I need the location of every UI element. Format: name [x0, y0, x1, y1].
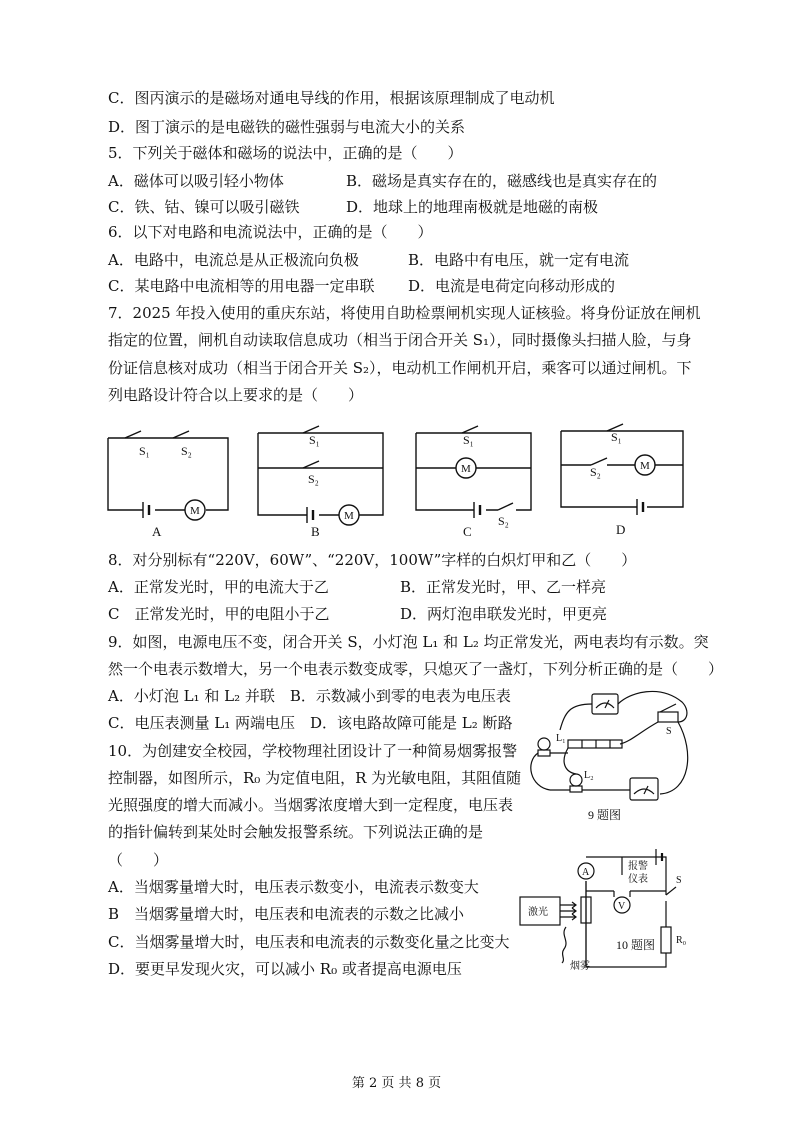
q7-circuit-diagrams [95, 415, 695, 540]
q10-option-d: D．要更早发现火灾，可以减小 R₀ 或者提高电源电压 [108, 960, 462, 978]
fig10-ammeter-label: A [582, 867, 590, 878]
circuit-c-s1-label: S₁ [463, 433, 474, 447]
fig10-switch-label: S [676, 875, 682, 886]
fig9-caption: 9 题图 [588, 808, 622, 822]
q10-stem-line-2: 控制器，如图所示，R₀ 为定值电阻，R 为光敏电阻，其阻值随 [108, 769, 522, 787]
page-footer: 第 2 页 共 8 页 [351, 1076, 442, 1091]
fig10-voltmeter-label: V [618, 901, 626, 912]
q9-options-cd: C．电压表测量 L₁ 两端电压 D．该电路故障可能是 L₂ 断路 [108, 714, 513, 732]
q4-option-d: D．图丁演示的是电磁铁的磁性强弱与电流大小的关系 [108, 118, 466, 136]
circuit-d [561, 424, 683, 515]
q10-option-c: C．当烟雾量增大时，电压表和电流表的示数变化量之比变大 [108, 933, 510, 951]
fig10-alarm-label-1: 报警 [628, 861, 648, 872]
q5-option-d: D．地球上的地理南极就是地磁的南极 [346, 198, 599, 216]
fig9-l2-label: L₂ [584, 770, 594, 781]
q10-option-b: B 当烟雾量增大时，电压表和电流表的示数之比减小 [108, 905, 465, 923]
q9-options-ab: A．小灯泡 L₁ 和 L₂ 并联 B．示数减小到零的电表为电压表 [108, 687, 511, 705]
q4-option-c: C．图丙演示的是磁场对通电导线的作用，根据该原理制成了电动机 [108, 89, 555, 107]
q7-stem-line-1: 7．2025 年投入使用的重庆东站，将使用自助检票闸机实现人证核验。将身份证放在闸机 [108, 304, 701, 322]
q7-stem-line-4: 列电路设计符合以上要求的是（ ） [108, 386, 364, 404]
circuit-d-s1-label: S₁ [611, 430, 622, 444]
q5-stem: 5．下列关于磁体和磁场的说法中，正确的是（ ） [108, 144, 463, 162]
q9-stem-line-1: 9．如图，电源电压不变，闭合开关 S，小灯泡 L₁ 和 L₂ 均正常发光，两电表均有示数。突 [108, 633, 709, 651]
circuit-a-motor-label: M [190, 505, 200, 517]
fig9-switch-label: S [666, 726, 672, 737]
fig10-smoke-label: 烟雾 [570, 961, 590, 972]
q8-option-c: C 正常发光时，甲的电阻小于乙 [108, 605, 330, 623]
q10-figure [516, 845, 706, 975]
q6-option-c: C．某电路中电流相等的用电器一定串联 [108, 277, 375, 295]
q8-option-d: D．两灯泡串联发光时，甲更亮 [400, 605, 608, 623]
circuit-d-caption: D [616, 522, 626, 537]
q10-stem-line-3: 光照强度的增大而减小。当烟雾浓度增大到一定程度，电压表 [108, 796, 514, 814]
circuit-c-motor-label: M [461, 463, 471, 475]
circuit-d-s2-label: S₂ [590, 465, 601, 479]
circuit-a [108, 431, 228, 520]
q8-option-a: A．正常发光时，甲的电流大于乙 [108, 578, 329, 596]
q10-stem-line-5: （ ） [108, 851, 169, 869]
q9-figure [520, 682, 700, 827]
fig10-r0-label: R₀ [676, 935, 687, 946]
circuit-d-motor-label: M [640, 460, 650, 472]
fig10-caption: 10 题图 [616, 938, 656, 952]
fig10-alarm-label-2: 仪表 [628, 874, 648, 885]
q6-option-a: A．电路中，电流总是从正极流向负极 [108, 251, 359, 269]
circuit-a-s2-label: S₂ [181, 444, 192, 458]
q10-option-a: A．当烟雾量增大时，电压表示数变小，电流表示数变大 [108, 878, 479, 896]
circuit-b-motor-label: M [344, 510, 354, 522]
q6-option-d: D．电流是电荷定向移动形成的 [408, 277, 616, 295]
fig10-laser-label: 激光 [528, 907, 548, 918]
fig9-l1-label: L₁ [556, 733, 566, 744]
q5-option-b: B．磁场是真实存在的，磁感线也是真实存在的 [346, 172, 658, 190]
q8-option-b: B．正常发光时，甲、乙一样亮 [400, 578, 607, 596]
circuit-c-caption: C [463, 524, 472, 539]
circuit-b-s1-label: S₁ [309, 433, 320, 447]
q6-stem: 6．以下对电路和电流说法中，正确的是（ ） [108, 223, 433, 241]
q5-option-a: A．磁体可以吸引轻小物体 [108, 172, 284, 190]
q5-option-c: C．铁、钴、镍可以吸引磁铁 [108, 198, 300, 216]
circuit-b-s2-label: S₂ [308, 472, 319, 486]
circuit-b-caption: B [311, 524, 320, 539]
q10-stem-line-1: 10．为创建安全校园，学校物理社团设计了一种简易烟雾报警 [108, 742, 518, 760]
circuit-c-s2-label: S₂ [498, 514, 509, 528]
circuit-b [258, 426, 383, 525]
q8-stem: 8．对分别标有“220V，60W”、“220V，100W”字样的白炽灯甲和乙（ ） [108, 551, 637, 569]
q10-stem-line-4: 的指针偏转到某处时会触发报警系统。下列说法正确的是 [108, 823, 484, 841]
q6-option-b: B．电路中有电压，就一定有电流 [408, 251, 630, 269]
q9-stem-line-2: 然一个电表示数增大，另一个电表示数变成零，只熄灭了一盏灯，下列分析正确的是（ ） [108, 660, 724, 678]
q7-stem-line-2: 指定的位置，闸机自动读取信息成功（相当于闭合开关 S₁），同时摄像头扫描人脸，与身 [108, 331, 692, 349]
q7-stem-line-3: 份证信息核对成功（相当于闭合开关 S₂），电动机工作闸机开启，乘客可以通过闸机。下 [108, 359, 692, 377]
circuit-a-s1-label: S₁ [139, 444, 150, 458]
circuit-a-caption: A [152, 524, 162, 539]
